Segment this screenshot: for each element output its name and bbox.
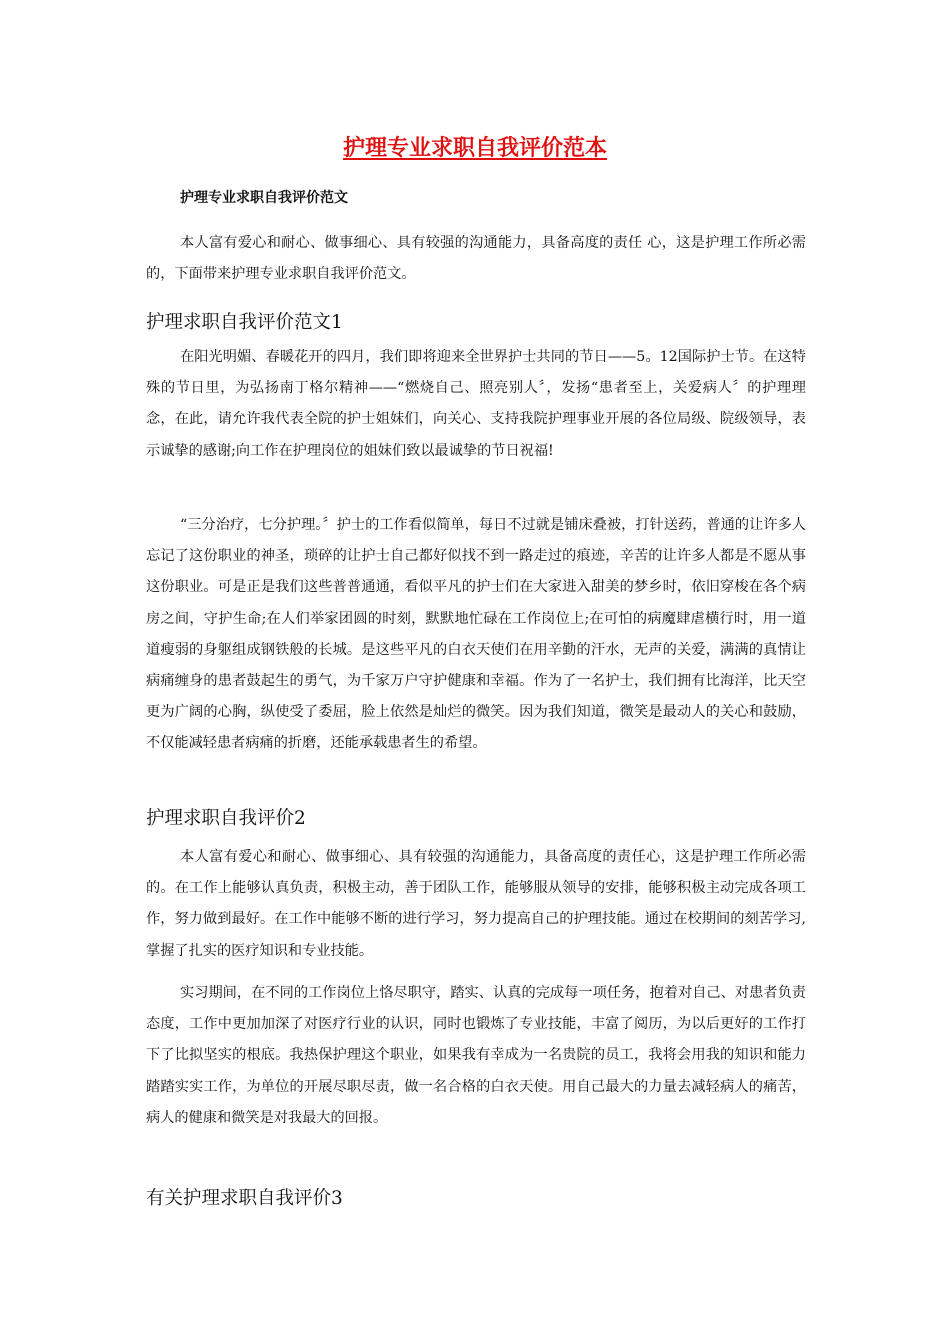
intro-block <box>146 228 806 290</box>
section-3 <box>146 1184 806 1214</box>
section-heading: 护理求职自我评价范文1 <box>146 312 343 333</box>
section-paragraph: 在阳光明媚、春暖花开的四月，我们即将迎来全世界护士共同的节日——5。12国际护士节。在这特殊的节日里，为弘扬南丁格尔精神——“燃烧自己、照亮别人〞，发扬“患者至上，关爱病人〞的护理理念，在此，请允许我代表全院的护士姐妹们，向关心、支持我院护理事业开展的各位局级、院级领导，表示诚挚的感谢;向工作在护理岗位的姐妹们致以最诚挚的节日祝福! <box>146 349 806 459</box>
section-2-body-2 <box>146 978 806 1134</box>
section-2-body <box>146 842 806 967</box>
section-heading: 有关护理求职自我评价3 <box>146 1188 343 1209</box>
section-paragraph: 实习期间，在不同的工作岗位上恪尽职守，踏实、认真的完成每一项任务，抱着对自己、对患者负责态度，工作中更加加深了对医疗行业的认识，同时也锻炼了专业技能，丰富了阅历，为以后更好的工作打下了比拟坚实的根底。我热保护理这个职业，如果我有幸成为一名贵院的员工，我将会用我的知识和能力踏踏实实工作，为单位的开展尽职尽责，做一名合格的白衣天使。用自己最大的力量去减轻病人的痛苦，病人的健康和微笑是对我最大的回报。 <box>146 985 806 1126</box>
section-heading: 护理求职自我评价2 <box>146 808 306 829</box>
section-1 <box>146 308 806 338</box>
section-paragraph: “三分治疗，七分护理。〞护士的工作看似简单，每日不过就是铺床叠被，打针送药，普通的让许多人忘记了这份职业的神圣，琐碎的让护士自己都好似找不到一路走过的痕迹，辛苦的让许多人都是不愿从事这份职业。可是正是我们这些普普通通，看似平凡的护士们在大家进入甜美的梦乡时，依旧穿梭在各个病房之间，守护生命;在人们举家团圆的时刻，默默地忙碌在工作岗位上;在可怕的病魔肆虐横行时，用一道道瘦弱的身躯组成钢铁般的长城。是这些平凡的白衣天使们在用辛勤的汗水，无声的关爱，满满的真情让病痛缠身的患者鼓起生的勇气，为千家万户守护健康和幸福。作为了一名护士，我们拥有比海洋，比天空更为广阔的心胸，纵使受了委屈，脸上依然是灿烂的微笑。因为我们知道，微笑是最动人的关心和鼓励，不仅能减轻患者病痛的折磨，还能承载患者生的希望。 <box>146 517 806 752</box>
document-subtitle: 护理专业求职自我评价范文 <box>180 190 348 206</box>
section-1-body-2 <box>146 510 806 760</box>
section-paragraph: 本人富有爱心和耐心、做事细心、具有较强的沟通能力，具备高度的责任心，这是护理工作所必需的。在工作上能够认真负责，积极主动，善于团队工作，能够服从领导的安排，能够积极主动完成各项工作，努力做到最好。在工作中能够不断的进行学习，努力提高自己的护理技能。通过在校期间的刻苦学习,掌握了扎实的医疗知识和专业技能。 <box>146 849 806 959</box>
intro-paragraph: 本人富有爱心和耐心、做事细心、具有较强的沟通能力，具备高度的责任 心，这是护理工作所必需的，下面带来护理专业求职自我评价范文。 <box>146 235 806 283</box>
section-1-body <box>146 342 806 467</box>
document-title: 护理专业求职自我评价范本 <box>342 136 607 161</box>
section-2 <box>146 804 806 834</box>
